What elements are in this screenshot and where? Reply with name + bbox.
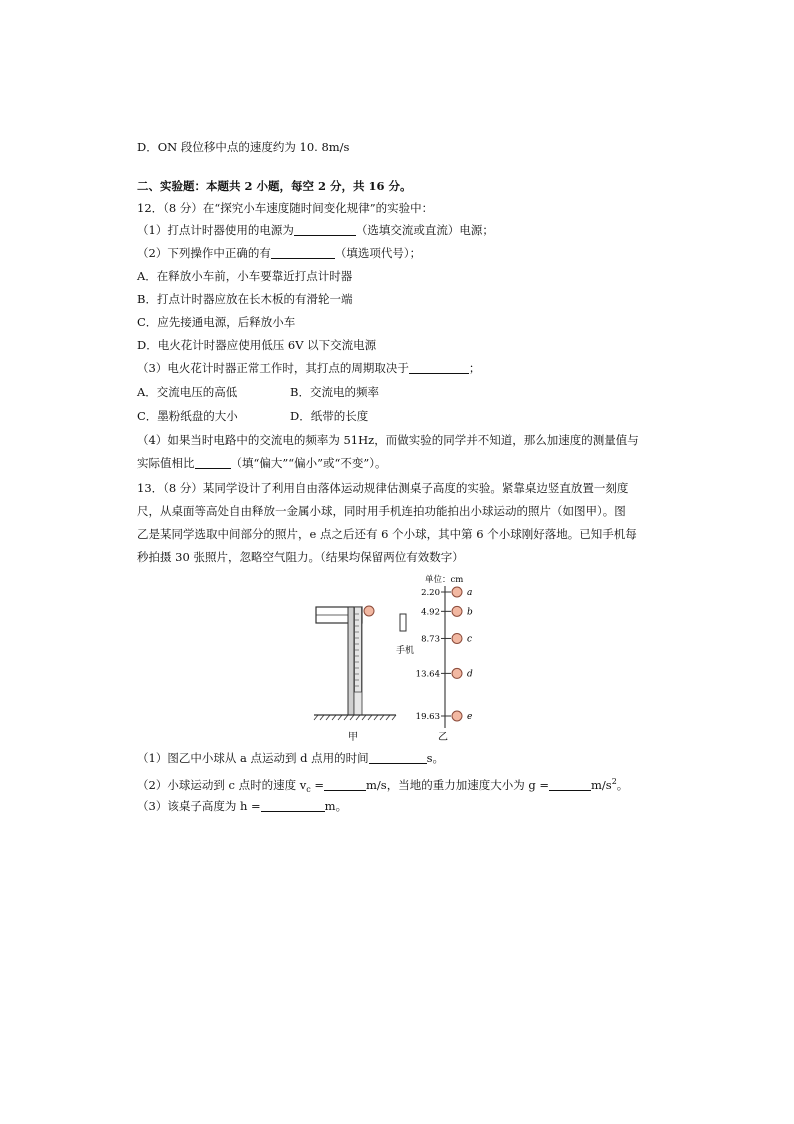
q12-part1	[137, 222, 494, 238]
q13-sub2-end: 。	[616, 777, 629, 792]
q12-option-a: A．在释放小车前，小车要靠近打点计时器	[137, 269, 353, 283]
q12-option-b: B．打点计时器应放在长木板的有滑轮一端	[137, 292, 353, 306]
q12-part3-option-b: B．交流电的频率	[290, 385, 379, 399]
phone-label: 手机	[396, 646, 415, 656]
mark-value-label: 19.63	[415, 712, 440, 722]
answer-blank[interactable]	[409, 361, 469, 374]
q12-part3-option-a: A．交流电压的高低	[137, 385, 238, 399]
q13-sub2-subscript: c	[306, 785, 311, 795]
q12-part2-hint: （填选项代号）；	[334, 246, 422, 260]
answer-blank[interactable]	[549, 778, 591, 791]
ball-icon	[452, 711, 462, 721]
ball-icon	[452, 587, 462, 597]
unit-label: 单位：cm	[425, 575, 464, 585]
q12-part1-text: （1）打点计时器使用的电源为	[137, 223, 294, 237]
q13-sub1-unit: s。	[426, 751, 445, 765]
q12-part1-hint: （选填交流或直流）电源；	[355, 223, 494, 237]
q12-part3-options-row2	[137, 408, 368, 424]
marks-layer	[416, 587, 473, 722]
ball-icon	[452, 633, 462, 643]
section-heading: 二、实验题：本题共 2 小题，每空 2 分，共 16 分。	[137, 179, 412, 193]
answer-blank[interactable]	[271, 246, 335, 259]
q13-sub2-superscript: 2	[611, 777, 617, 786]
mark-value-label: 8.73	[421, 634, 440, 645]
mark-letter-label: d	[467, 669, 473, 680]
q12-part3-option-c: C．墨粉纸盘的大小	[137, 409, 238, 423]
q12-part4-hint: （填“偏大”“偏小”或“不变”）。	[230, 456, 387, 470]
q13-sub3-unit: m。	[324, 799, 348, 813]
mark-letter-label: e	[467, 712, 473, 722]
q13-line1: 13．（8 分）某同学设计了利用自由落体运动规律估测桌子高度的实验。紧靠桌边竖直放置一刻度	[137, 481, 629, 495]
q12-part4-text: 实际值相比	[137, 456, 195, 470]
ball-icon	[364, 606, 374, 616]
q12-part4-line1: （4）如果当时电路中的交流电的频率为 51Hz，而做实验的同学并不知道，那么加速度的测量值与	[137, 433, 639, 447]
caption-jia: 甲	[348, 732, 358, 743]
mark-value-label: 4.92	[421, 607, 440, 618]
q12-stem: 12．（8 分）在“探究小车速度随时间变化规律”的实验中：	[137, 201, 434, 215]
q12-part3-option-d: D．纸带的长度	[290, 409, 369, 423]
ball-icon	[452, 606, 462, 616]
q12-part2	[137, 245, 421, 261]
ball-icon	[452, 668, 462, 678]
q13-line3: 乙是某同学选取中间部分的照片，e 点之后还有 6 个小球，其中第 6 个小球刚好落地。已知手机每	[137, 527, 637, 541]
mark-value-label: 2.20	[421, 588, 440, 598]
phone-icon	[400, 614, 406, 631]
q13-sub2	[137, 774, 628, 798]
q13-sub3	[137, 798, 347, 814]
q13-sub2-unit: m/s	[591, 777, 612, 792]
mark-value-label: 13.64	[415, 669, 440, 680]
q13-sub2-text2: m/s，当地的重力加速度大小为 g =	[366, 777, 550, 792]
q13-sub2-text: （2）小球运动到 c 点时的速度 v	[137, 777, 307, 792]
q12-part3	[137, 360, 480, 376]
q12-part4-line2	[137, 455, 387, 471]
answer-blank[interactable]	[195, 456, 231, 469]
q12-part3-text: （3）电火花计时器正常工作时，其打点的周期取决于	[137, 361, 409, 375]
q13-sub2-eq: =	[310, 777, 325, 792]
caption-yi: 乙	[438, 732, 448, 743]
q12-part3-options-row1	[137, 384, 379, 400]
answer-blank[interactable]	[261, 799, 325, 812]
q12-option-d: D．电火花计时器应使用低压 6V 以下交流电源	[137, 338, 377, 352]
mark-letter-label: b	[467, 607, 473, 618]
q13-sub1-text: （1）图乙中小球从 a 点运动到 d 点用的时间	[137, 751, 369, 765]
prev-option-d: D．ON 段位移中点的速度约为 10. 8m/s	[137, 140, 350, 154]
answer-blank[interactable]	[324, 778, 366, 791]
answer-blank[interactable]	[369, 751, 427, 764]
mark-letter-label: c	[467, 634, 473, 645]
q13-figure	[310, 574, 510, 744]
figure-jia-table	[314, 606, 406, 720]
q13-line4: 秒拍摄 30 张照片，忽略空气阻力。（结果均保留两位有效数字）	[137, 550, 464, 564]
q12-part3-end: ；	[468, 361, 481, 375]
mark-letter-label: a	[467, 588, 473, 598]
q13-sub3-text: （3）该桌子高度为 h =	[137, 799, 261, 813]
answer-blank[interactable]	[294, 223, 356, 236]
q12-option-c: C．应先接通电源，后释放小车	[137, 315, 296, 329]
q12-part2-text: （2）下列操作中正确的有	[137, 246, 271, 260]
q13-line2: 尺，从桌面等高处自由释放一金属小球，同时用手机连拍功能拍出小球运动的照片（如图甲）。图	[137, 504, 626, 518]
q13-sub1	[137, 750, 444, 766]
